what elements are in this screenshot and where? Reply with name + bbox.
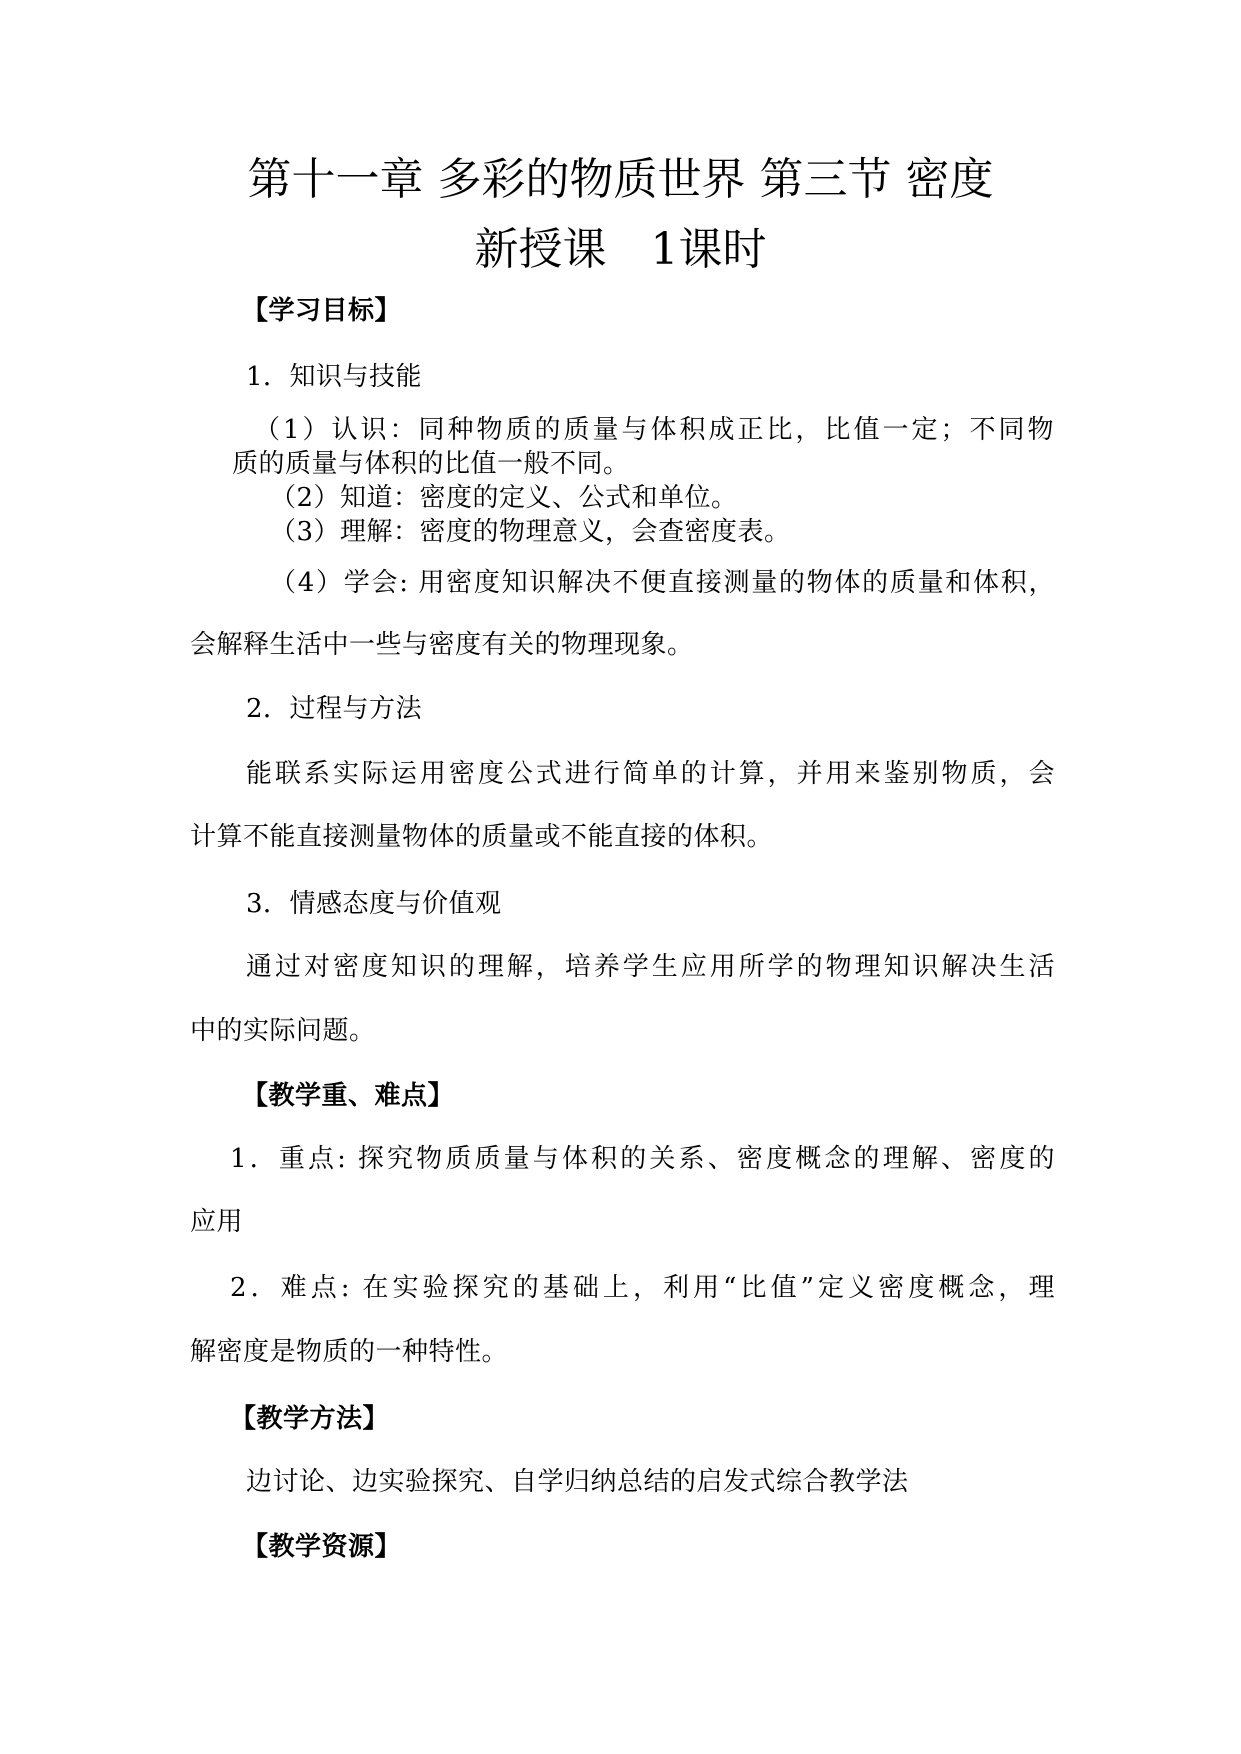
knowledge-item-1-line-1: （1）认识：同种物质的质量与体积成正比，比值一定；不同物: [254, 415, 1054, 445]
focus-line-2: 应用: [190, 1207, 244, 1237]
process-methods-text-line-2: 计算不能直接测量物体的质量或不能直接的体积。: [190, 822, 774, 852]
focus-line-1: 1．重点: 探究物质质量与体积的关系、密度概念的理解、密度的: [230, 1144, 1055, 1174]
knowledge-item-1-line-2: 质的质量与体积的比值一般不同。: [232, 449, 630, 479]
attitude-values-label: 3．情感态度与价值观: [246, 889, 502, 919]
knowledge-item-4-line-1: （4）学会: 用密度知识解决不便直接测量的物体的质量和体积，: [270, 568, 1055, 598]
knowledge-item-3: （3）理解：密度的物理意义，会查密度表。: [270, 517, 791, 547]
knowledge-item-4-line-2: 会解释生活中一些与密度有关的物理现象。: [190, 630, 694, 660]
knowledge-skills-label: 1．知识与技能: [246, 362, 423, 392]
chapter-title: 第十一章 多彩的物质世界 第三节 密度: [247, 154, 994, 205]
objectives-heading: 【学习目标】: [242, 296, 402, 326]
teaching-methods-heading: 【教学方法】: [230, 1404, 390, 1434]
knowledge-item-2: （2）知道：密度的定义、公式和单位。: [270, 483, 738, 513]
teaching-resources-heading: 【教学资源】: [242, 1532, 402, 1562]
lesson-subtitle: 新授课 1课时: [474, 224, 767, 275]
difficulty-line-1: 2．难点: 在实验探究的基础上，利用“比值”定义密度概念，理: [230, 1273, 1055, 1303]
process-methods-label: 2．过程与方法: [246, 694, 423, 724]
key-points-heading: 【教学重、难点】: [242, 1081, 455, 1111]
teaching-methods-text: 边讨论、边实验探究、自学归纳总结的启发式综合教学法: [246, 1467, 909, 1497]
process-methods-text-line-1: 能联系实际运用密度公式进行简单的计算，并用来鉴别物质，会: [246, 759, 1055, 789]
attitude-values-text-line-1: 通过对密度知识的理解，培养学生应用所学的物理知识解决生活: [246, 952, 1055, 982]
difficulty-line-2: 解密度是物质的一种特性。: [190, 1337, 509, 1367]
attitude-values-text-line-2: 中的实际问题。: [190, 1016, 376, 1046]
